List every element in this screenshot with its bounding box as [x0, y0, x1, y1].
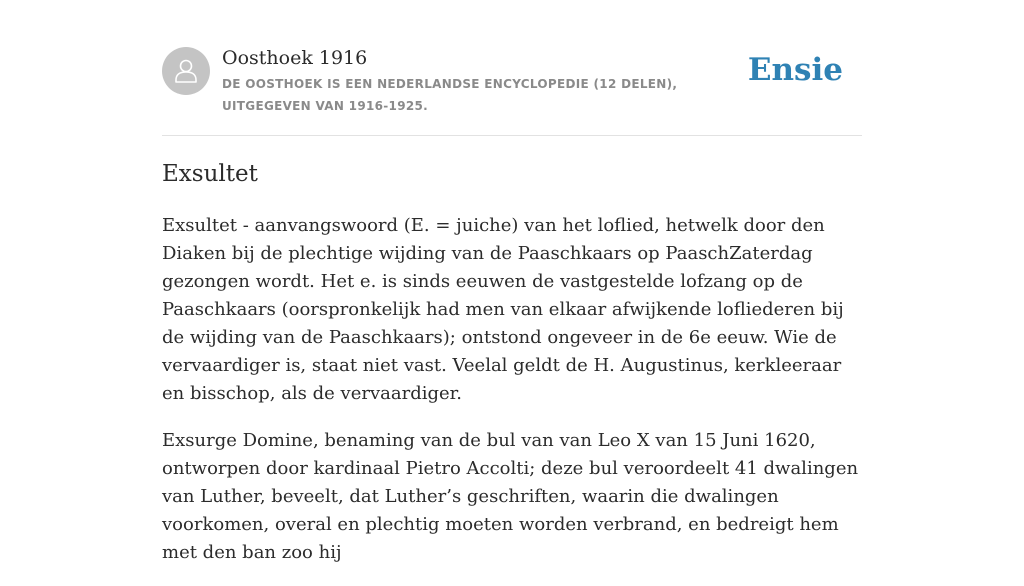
source-info	[222, 44, 757, 117]
source-header	[162, 0, 862, 136]
source-title[interactable]: Oosthoek 1916	[222, 47, 368, 69]
user-icon	[162, 47, 210, 95]
entry-paragraph: Exsurge Domine, benaming van de bul van van Leo X van 15 Juni 1620, ontworpen door kardinaal Pietro Accolti; deze bul veroordeelt 41 dwalingen van Luther, beveelt, dat Luther’s geschriften, waarin die dwalingen voorkomen, overal en plechtig moeten worden verbrand, en bedreigt hem met den ban zoo hij	[162, 430, 859, 563]
entry-title: Exsultet	[162, 161, 258, 187]
avatar[interactable]	[162, 47, 210, 95]
page	[162, 0, 862, 563]
ensie-logo[interactable]: Ensie	[747, 52, 843, 88]
source-description: DE OOSTHOEK IS EEN NEDERLANDSE ENCYCLOPEDIE (12 DELEN), UITGEGEVEN VAN 1916-1925.	[222, 77, 678, 113]
entry-body	[162, 212, 862, 586]
entry-paragraph: Exsultet - aanvangswoord (E. = juiche) van het loflied, hetwelk door den Diaken bij de plechtige wijding van de Paaschkaars op PaaschZaterdag gezongen wordt. Het e. is sinds eeuwen de vastgestelde lofzang op de Paaschkaars (oorspronkelijk had men van elkaar afwijkende loﬂiederen bij de wijding van de Paaschkaars); ontstond ongeveer in de 6e eeuw. Wie de vervaardiger is, staat niet vast. Veelal geldt de H. Augustinus, kerkleeraar en bisschop, als de vervaardiger.	[162, 215, 844, 404]
